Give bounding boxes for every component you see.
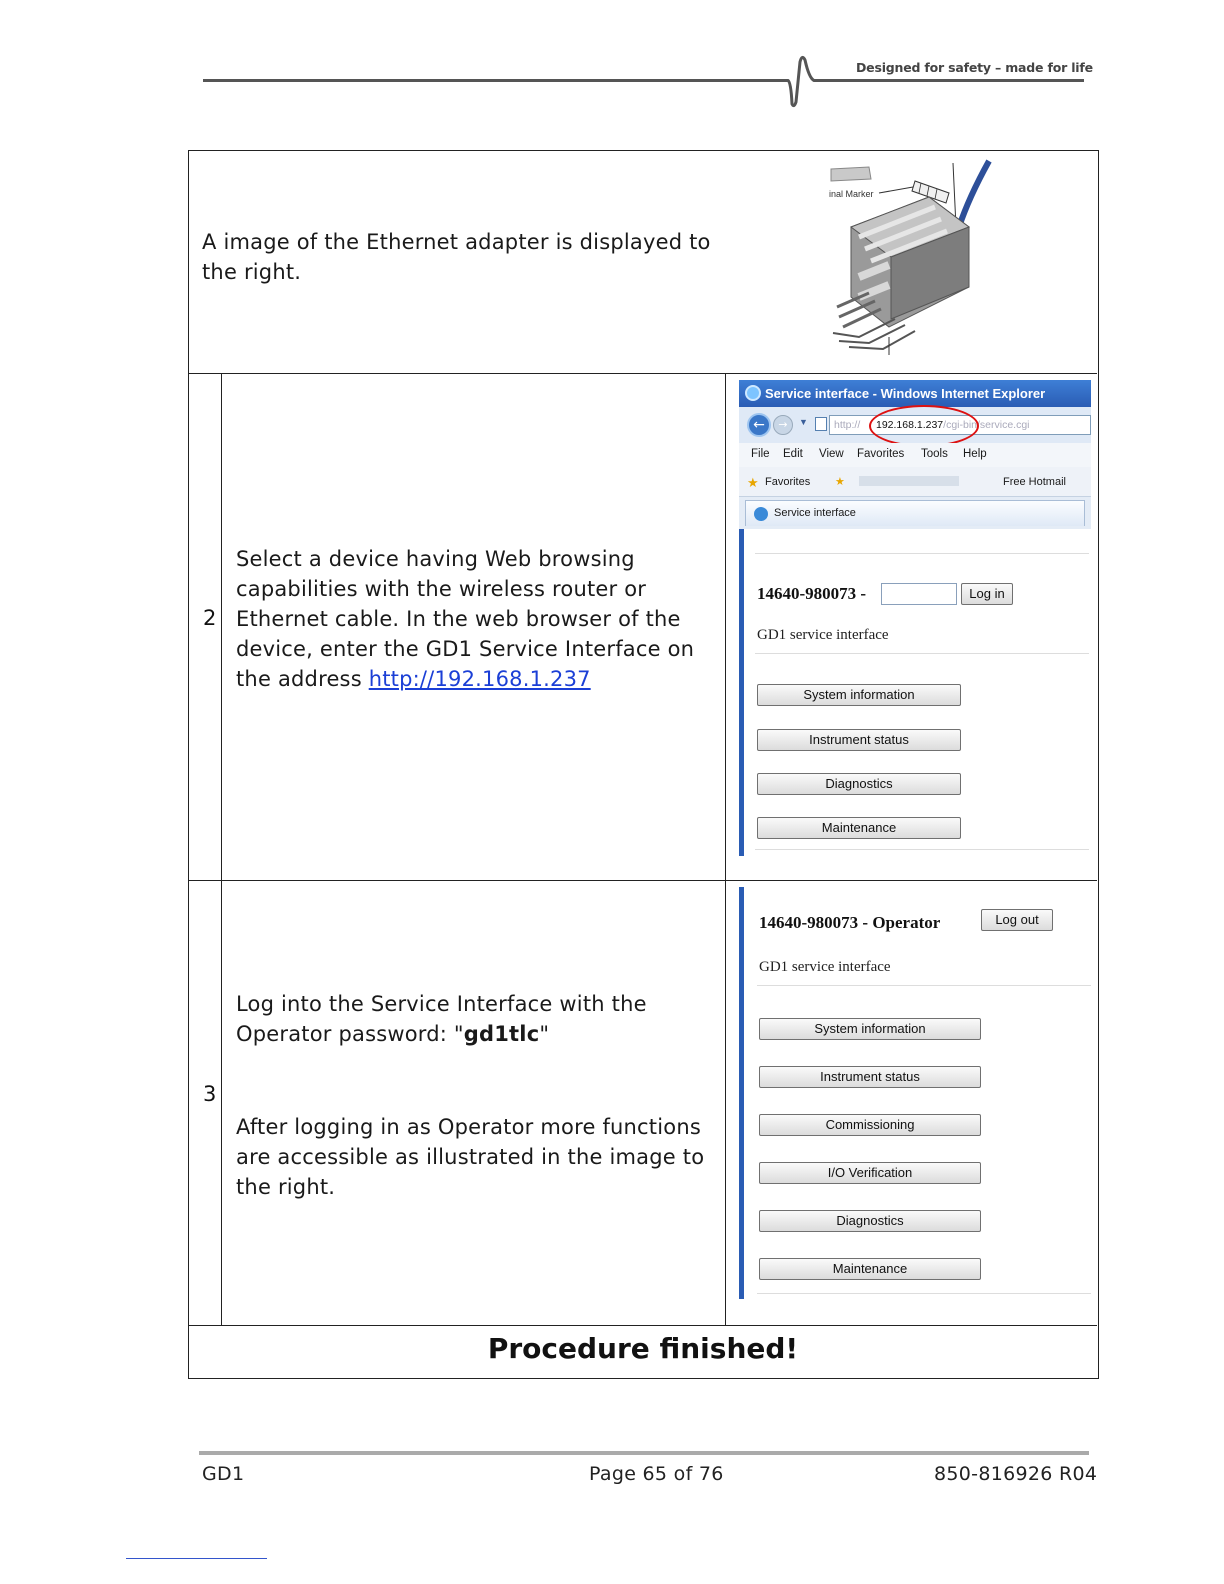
table-row <box>189 881 1097 1326</box>
maintenance-button[interactable]: Maintenance <box>759 1258 981 1280</box>
dropdown-arrow-icon[interactable]: ▼ <box>799 417 808 427</box>
tab-label: Service interface <box>774 507 856 519</box>
step-number-cell <box>189 881 222 1325</box>
operator-screenshot <box>739 887 1091 1299</box>
header-tagline: Designed for safety – made for life <box>856 60 1093 75</box>
footer-page-number: Page 65 of 76 <box>589 1463 724 1485</box>
forward-arrow-icon[interactable]: → <box>773 415 793 435</box>
address-prefix: http:// <box>834 419 861 431</box>
instrument-status-button[interactable]: Instrument status <box>757 729 961 751</box>
device-id: 14640-980073 - <box>757 584 867 603</box>
back-arrow-icon[interactable]: ← <box>747 413 771 437</box>
login-button[interactable]: Log in <box>961 583 1013 605</box>
browser-title: Service interface - Windows Internet Explorer <box>765 386 1046 401</box>
footnote-rule <box>126 1558 267 1559</box>
footer-rule <box>199 1451 1089 1455</box>
highlight-circle <box>869 405 979 447</box>
divider <box>755 849 1089 850</box>
header-rule-left <box>203 79 785 82</box>
menu-file[interactable]: File <box>751 448 770 460</box>
table-row <box>189 151 1097 374</box>
commissioning-button[interactable]: Commissioning <box>759 1114 981 1136</box>
logout-button[interactable]: Log out <box>981 909 1053 931</box>
divider <box>757 985 1091 986</box>
footer-product: GD1 <box>202 1463 245 1485</box>
ie-page-icon <box>754 507 768 521</box>
tab-service-interface[interactable] <box>745 500 1085 526</box>
page-subtitle: GD1 service interface <box>759 959 891 975</box>
menu-help[interactable]: Help <box>963 448 987 460</box>
diagnostics-button[interactable]: Diagnostics <box>759 1210 981 1232</box>
table-row <box>189 1326 1097 1377</box>
ie-logo-icon <box>745 385 761 401</box>
add-favorite-icon[interactable]: ★ <box>835 476 845 488</box>
step-3-text-suffix: " <box>539 1022 550 1046</box>
menu-edit[interactable]: Edit <box>783 448 803 460</box>
free-hotmail-link[interactable]: Free Hotmail <box>1003 476 1066 488</box>
divider <box>757 1293 1091 1294</box>
diagnostics-button[interactable]: Diagnostics <box>757 773 961 795</box>
page-icon <box>815 417 827 431</box>
instrument-status-button[interactable]: Instrument status <box>759 1066 981 1088</box>
step-3-login-instructions <box>236 989 716 1049</box>
step-number: 3 <box>203 1082 217 1106</box>
terminal-marker-label: inal Marker <box>829 189 874 199</box>
footer-document-id: 850-816926 R04 <box>934 1463 1098 1485</box>
browser-menu-bar <box>739 443 1091 467</box>
address-ip: 192.168.1.237 <box>876 419 944 431</box>
star-icon: ★ <box>747 475 759 490</box>
procedure-finished-heading: Procedure finished! <box>487 1332 799 1365</box>
browser-title-bar <box>739 380 1091 407</box>
favorites-bar <box>739 467 1091 497</box>
system-information-button[interactable]: System information <box>757 684 961 706</box>
step-text-cell <box>222 374 726 880</box>
step-number-cell <box>189 374 222 880</box>
menu-tools[interactable]: Tools <box>921 448 948 460</box>
step-2-text: Select a device having Web browsing capabilities with the wireless router or Ethernet cable. In the web browser of the device, enter the GD1 Service Interface on the address <box>236 547 695 691</box>
step-2-instructions <box>236 544 716 694</box>
page-subtitle: GD1 service interface <box>757 627 889 643</box>
header-rule-right <box>814 79 1084 82</box>
page-accent-bar <box>739 887 744 1299</box>
step-3-after-login-text: After logging in as Operator more functions are accessible as illustrated in the image to the right. <box>236 1115 705 1199</box>
divider <box>755 553 1089 554</box>
service-page <box>739 529 1091 856</box>
ethernet-adapter-image <box>829 157 1009 357</box>
menu-view[interactable]: View <box>819 448 844 460</box>
browser-screenshot <box>739 380 1091 856</box>
operator-device-id: 14640-980073 - Operator <box>759 913 941 932</box>
maintenance-button[interactable]: Maintenance <box>757 817 961 839</box>
io-verification-button[interactable]: I/O Verification <box>759 1162 981 1184</box>
system-information-button[interactable]: System information <box>759 1018 981 1040</box>
address-suffix: /cgi-bin/service.cgi <box>943 419 1030 431</box>
adapter-description: A image of the Ethernet adapter is displayed to the right. <box>202 230 711 284</box>
operator-password: gd1tlc <box>463 1022 540 1046</box>
menu-favorites[interactable]: Favorites <box>857 448 905 460</box>
divider <box>755 653 1089 654</box>
browser-tab-bar <box>739 497 1091 529</box>
table-row <box>189 374 1097 881</box>
password-input[interactable] <box>881 583 957 605</box>
step-text-cell <box>222 881 726 1325</box>
procedure-table <box>188 150 1099 1379</box>
favorites-button[interactable]: Favorites <box>765 476 811 488</box>
suggested-sites-link[interactable] <box>859 476 959 486</box>
page-accent-bar <box>739 529 744 856</box>
step-number: 2 <box>203 606 217 630</box>
step-3-text-prefix: Log into the Service Interface with the Operator password: " <box>236 992 647 1046</box>
service-interface-link[interactable]: http://192.168.1.237 <box>368 667 591 691</box>
